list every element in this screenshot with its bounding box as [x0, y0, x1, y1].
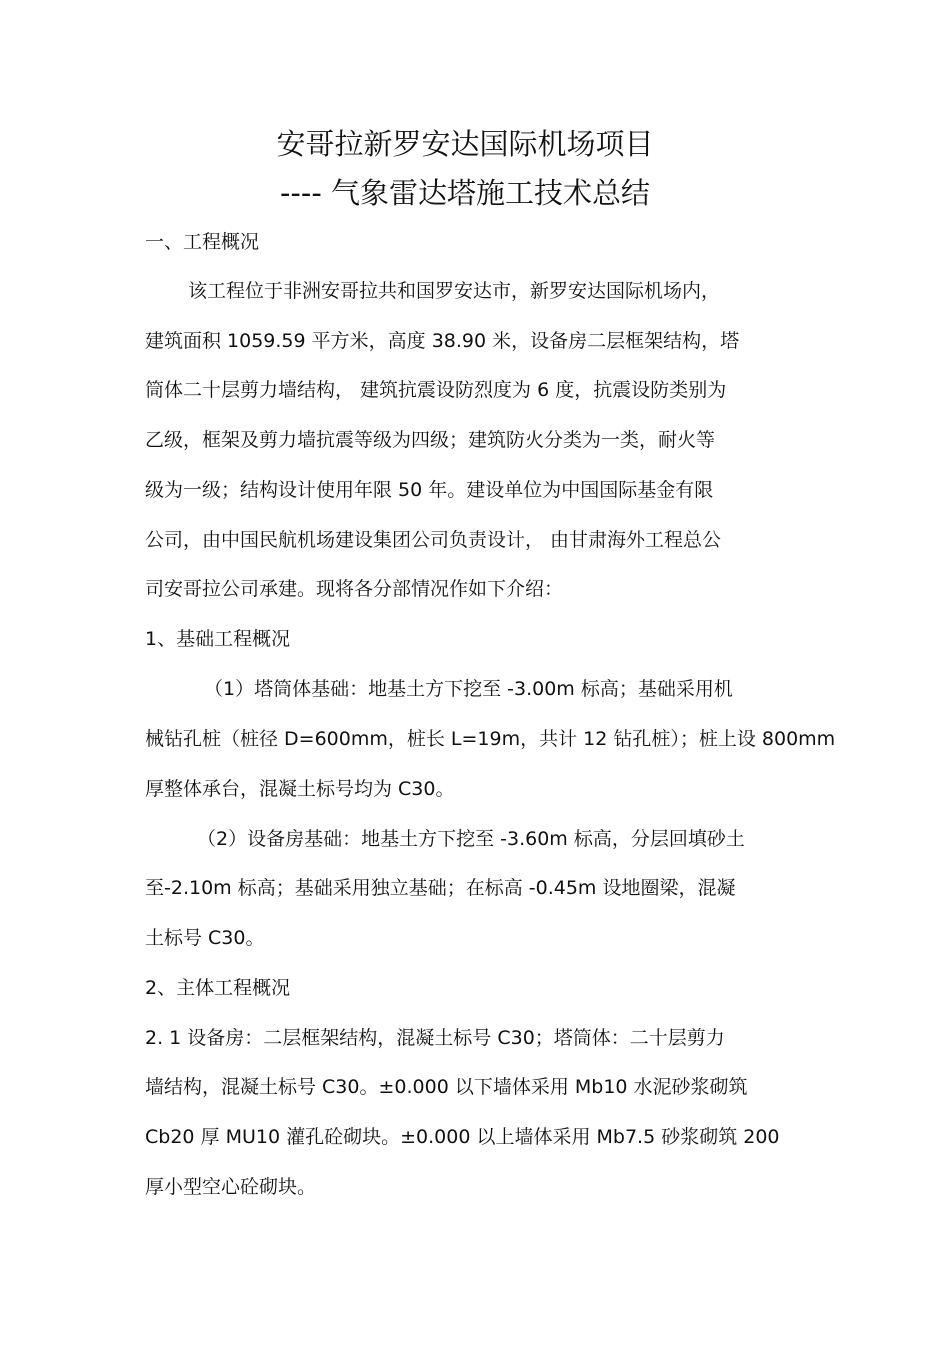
paragraph-line: 土标号 C30。 [145, 927, 265, 949]
paragraph-line: 墙结构，混凝土标号 C30。±0.000 以下墙体采用 Mb10 水泥砂浆砌筑 [145, 1076, 748, 1098]
paragraph-line: 公司，由中国民航机场建设集团公司负责设计， 由甘肃海外工程总公 [145, 529, 722, 551]
paragraph-line: （2）设备房基础：地基土方下挖至 -3.60m 标高，分层回填砂土 [197, 828, 745, 850]
paragraph-line: 级为一级；结构设计使用年限 50 年。建设单位为中国国际基金有限 [145, 479, 714, 501]
section-heading: 2、主体工程概况 [145, 977, 291, 999]
document-title: 安哥拉新罗安达国际机场项目 [276, 127, 654, 161]
paragraph-line: 至-2.10m 标高；基础采用独立基础；在标高 -0.45m 设地圈梁，混凝 [145, 877, 736, 899]
paragraph-line: 乙级，框架及剪力墙抗震等级为四级；建筑防火分类为一类，耐火等 [145, 429, 716, 451]
paragraph-line: 该工程位于非洲安哥拉共和国罗安达市，新罗安达国际机场内， [188, 280, 721, 302]
paragraph-line: 厚整体承台，混凝土标号均为 C30。 [145, 778, 455, 800]
paragraph-line: Cb20 厚 MU10 灌孔砼砌块。±0.000 以上墙体采用 Mb7.5 砂浆砌筑 200 [145, 1126, 780, 1148]
paragraph-line: 筒体二十层剪力墙结构， 建筑抗震设防烈度为 6 度，抗震设防类别为 [145, 379, 727, 401]
paragraph-line: 2. 1 设备房：二层框架结构，混凝土标号 C30；塔筒体：二十层剪力 [145, 1027, 725, 1049]
document-subtitle: ---- 气象雷达塔施工技术总结 [279, 176, 651, 210]
paragraph-line: 建筑面积 1059.59 平方米，高度 38.90 米，设备房二层框架结构，塔 [145, 330, 740, 352]
section-heading: 1、基础工程概况 [145, 628, 291, 650]
paragraph-line: 司安哥拉公司承建。现将各分部情况作如下介绍： [145, 578, 564, 600]
paragraph-line: 械钻孔桩（桩径 D=600mm，桩长 L=19m，共计 12 钻孔桩）；桩上设 800mm [145, 728, 836, 750]
section-heading: 一、工程概况 [145, 231, 260, 253]
paragraph-line: （1）塔筒体基础：地基土方下挖至 -3.00m 标高；基础采用机 [204, 678, 733, 700]
paragraph-line: 厚小型空心砼砌块。 [145, 1176, 317, 1198]
